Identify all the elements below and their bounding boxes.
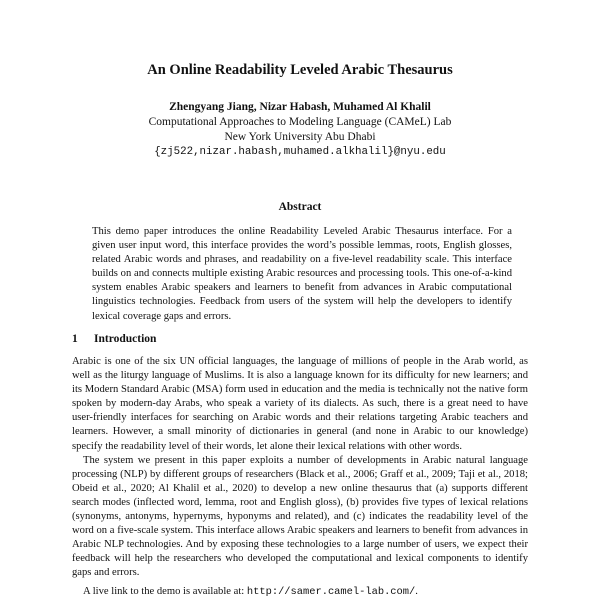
- demo-link-line: [72, 585, 528, 599]
- paper-title: An Online Readability Leveled Arabic Thesaurus: [147, 62, 453, 78]
- affiliation-lab: Computational Approaches to Modeling Language (CAMeL) Lab: [148, 116, 452, 128]
- author-names: Zhengyang Jiang, Nizar Habash, Muhamed Al Khalil: [169, 101, 431, 113]
- intro-paragraph-1: Arabic is one of the six UN official languages, the language of millions of people in the Arab world, as well as the liturgy language of Muslims. It is also a language known for its difficulty for new learners; and its Modern Standard Arabic (MSA) form used in education and the media is technically not the native form spoken by modern-day Arabs, who speak a variety of its dialects. As such, there is a great need to have user-friendly interfaces for searching on Arabic words and their relations targeting Arabic teachers and learners. However, a small minority of dictionaries in general (and none in Arabic to our knowledge) specify the readability level of their words, let alone their lexical relations with other words.: [72, 356, 528, 452]
- abstract-text: This demo paper introduces the online Readability Leveled Arabic Thesaurus interface. For a given user input word, this interface provides the word’s possible lemmas, roots, English glosses, related Arabic words and phrases, and readability on a five-level readability scale. This interface builds on and connects multiple existing Arabic resources and processing tools. This one-of-a-kind system enables Arabic speakers and learners to benefit from advances in Arabic computational linguistics technologies. Feedback from users of the system will help the developers to identify lexical coverage gaps and errors.: [92, 226, 512, 322]
- abstract-heading: Abstract: [278, 201, 322, 213]
- section-body: [72, 355, 528, 599]
- section-number: 1: [72, 333, 78, 345]
- demo-link-suffix: .: [415, 585, 418, 597]
- affiliation-university: New York University Abu Dhabi: [224, 131, 376, 143]
- author-block: [0, 100, 600, 160]
- section-title: Introduction: [94, 333, 157, 345]
- section-heading: [72, 333, 156, 345]
- author-emails: {zj522,nizar.habash,muhamed.alkhalil}@nyu.edu: [154, 146, 446, 158]
- demo-link[interactable]: http://samer.camel-lab.com/: [246, 585, 416, 598]
- intro-paragraph-2: The system we present in this paper exploits a number of developments in Arabic natural language processing (NLP) by different groups of researchers (Black et al., 2006; Graff et al., 2009; Taji et al., 2018; Obeid et al., 2020; Al Khalil et al., 2020) to develop a new online thesaurus that (a) supports different search modes (inflected word, lemma, root and English gloss), (b) provides five types of lexical relations (synonyms, antonyms, hypernyms, hyponyms and related), and (c) indicates the readability level of the word on a five-scale system. This interface allows Arabic speakers and learners to benefit from advances in Arabic NLP technologies. And by exposing these technologies to a large number of users, we expect their feedback will help the researchers who developed the computational and lexical components to identify gaps and errors.: [72, 454, 528, 579]
- demo-link-prefix: A live link to the demo is available at:: [83, 585, 245, 597]
